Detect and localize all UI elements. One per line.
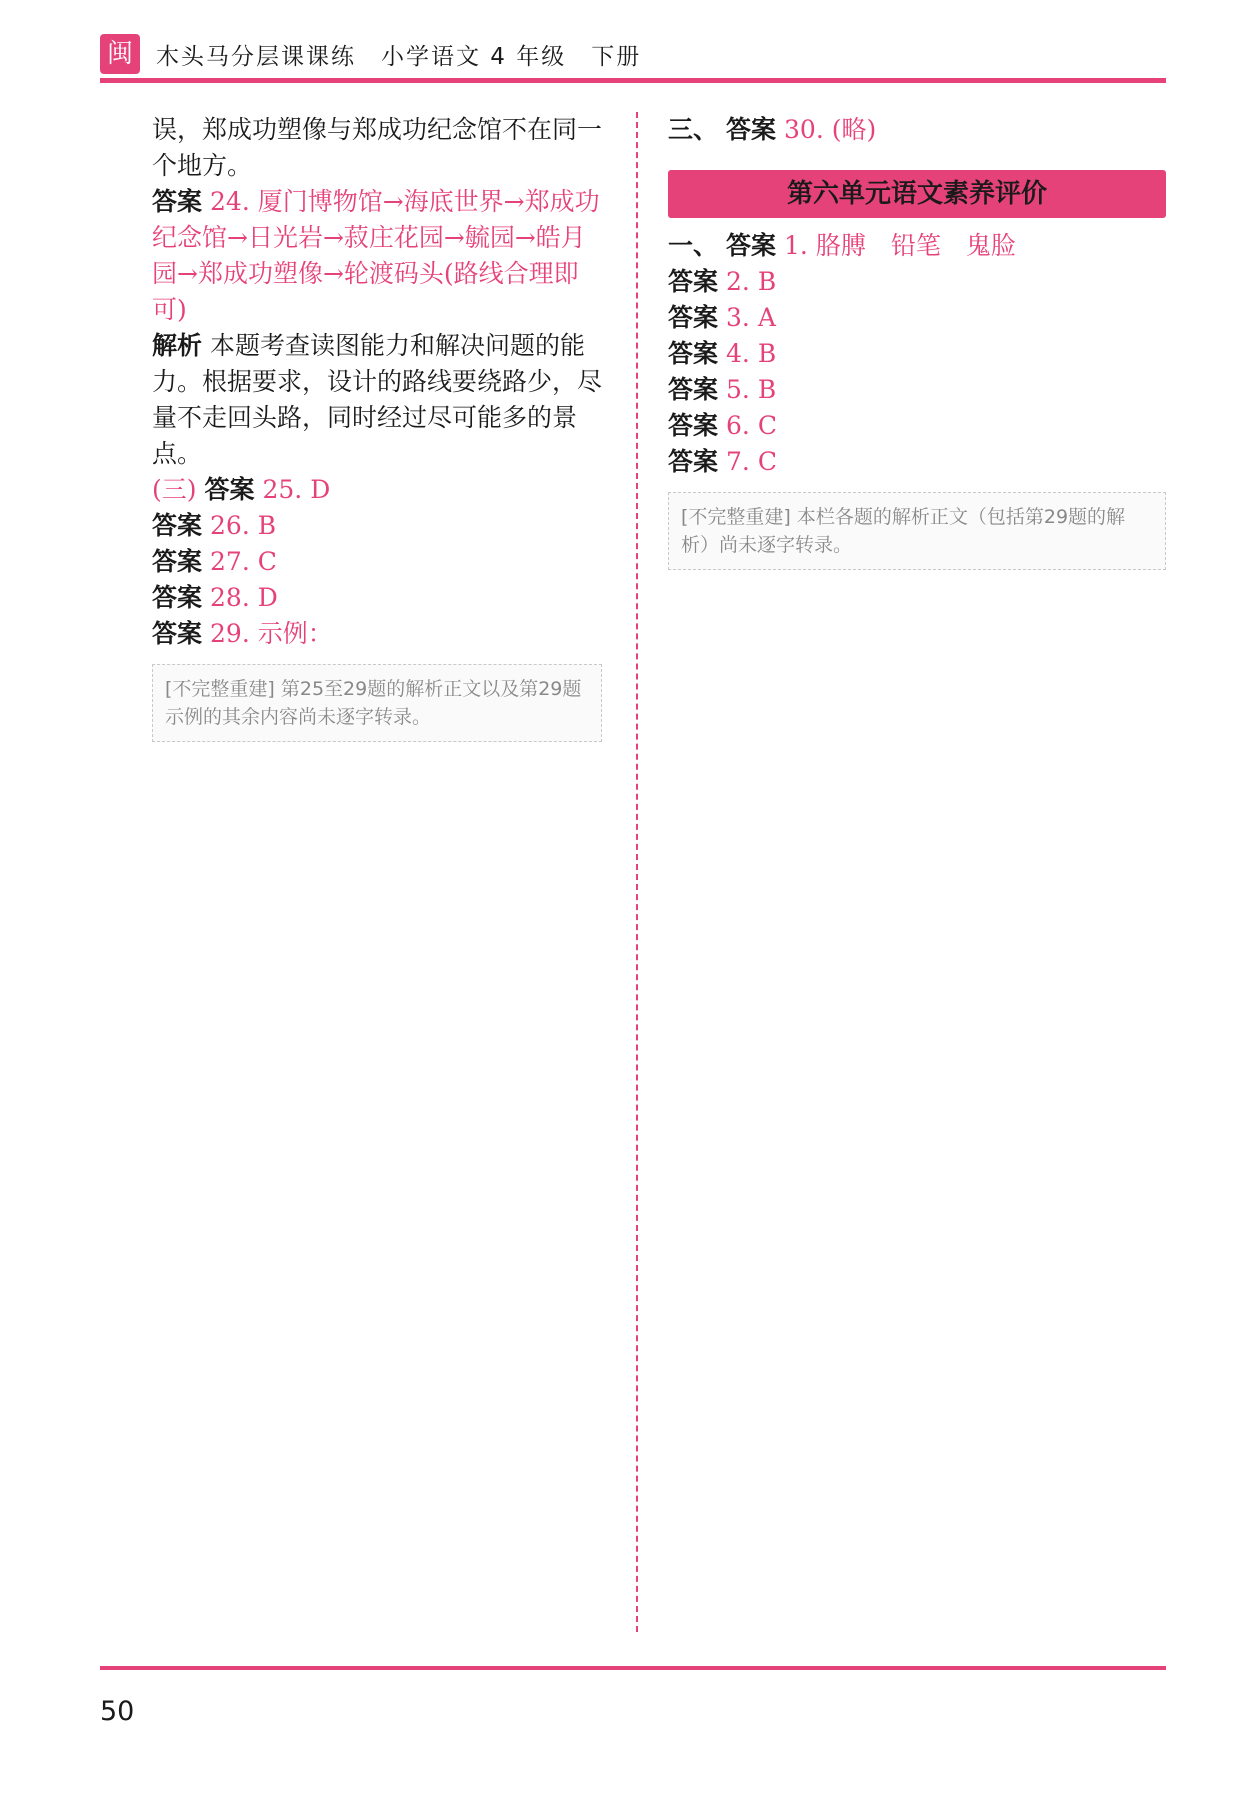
answer-text: 4. B [726,339,777,368]
column-divider [636,112,638,1632]
answer-tag: 答案 [152,547,203,576]
answer-text: 30. (略) [784,115,877,144]
answer-text: 26. B [210,511,277,540]
omission-note-right: [不完整重建] 本栏各题的解析正文（包括第29题的解析）尚未逐字转录。 [668,492,1166,570]
left-column [152,112,602,742]
answer-text: 2. B [726,267,777,296]
publisher-logo: 闽 [100,34,140,74]
section-label: (三) [152,475,197,504]
answer-q3 [668,300,1166,336]
answer-q1 [668,228,1166,264]
answer-text: 5. B [726,375,777,404]
analysis-text: 本题考查读图能力和解决问题的能力。根据要求，设计的路线要绕路少，尽量不走回头路，同时经过尽可能多的景点。 [152,331,603,468]
answer-tag: 答案 [204,475,255,504]
answer-q27 [152,544,602,580]
answer-q30 [668,112,1166,148]
answer-tag: 答案 [152,583,203,612]
answer-tag: 答案 [668,447,719,476]
answer-text: 29. 示例： [210,619,333,648]
continuation-text: 误，郑成功塑像与郑成功纪念馆不在同一个地方。 [152,115,603,180]
section-label: 一、 [668,231,719,260]
analysis-tag: 解析 [152,331,203,360]
answer-tag: 答案 [668,339,719,368]
answer-tag: 答案 [668,375,719,404]
section-label: 三、 [668,115,719,144]
answer-tag: 答案 [726,115,777,144]
answer-q6 [668,408,1166,444]
page-header [100,34,1166,78]
answer-tag: 答案 [668,303,719,332]
answer-tag: 答案 [152,187,203,216]
answer-q24 [152,184,602,328]
answer-q25 [152,472,602,508]
analysis-q24 [152,328,602,472]
answer-text: 7. C [726,447,777,476]
header-rule [100,78,1166,83]
book-title: 木头马分层课课练 小学语文 4 年级 下册 [156,44,642,70]
answer-tag: 答案 [152,511,203,540]
answer-text: 25. D [262,475,331,504]
answer-tag: 答案 [668,267,719,296]
footer-rule [100,1666,1166,1670]
answer-text: 6. C [726,411,777,440]
unit-banner: 第六单元语文素养评价 [668,170,1166,218]
answer-text: 28. D [210,583,278,612]
omission-note-left: [不完整重建] 第25至29题的解析正文以及第29题示例的其余内容尚未逐字转录。 [152,664,602,742]
answer-tag: 答案 [726,231,777,260]
answer-q5 [668,372,1166,408]
right-column [668,112,1166,570]
answer-tag: 答案 [152,619,203,648]
answer-text: 3. A [726,303,776,332]
answer-q7 [668,444,1166,480]
answer-tag: 答案 [668,411,719,440]
answer-q26 [152,508,602,544]
page-number: 50 [100,1696,135,1727]
answer-q4 [668,336,1166,372]
answer-text: 1. 胳膊 铅笔 鬼脸 [784,231,1016,260]
answer-text: 24. 厦门博物馆→海底世界→郑成功纪念馆→日光岩→菽庄花园→毓园→皓月园→郑成功塑像→轮渡码头(路线合理即可) [152,187,600,324]
answer-q2 [668,264,1166,300]
answer-text: 27. C [210,547,277,576]
answer-q28 [152,580,602,616]
answer-q29 [152,616,602,652]
